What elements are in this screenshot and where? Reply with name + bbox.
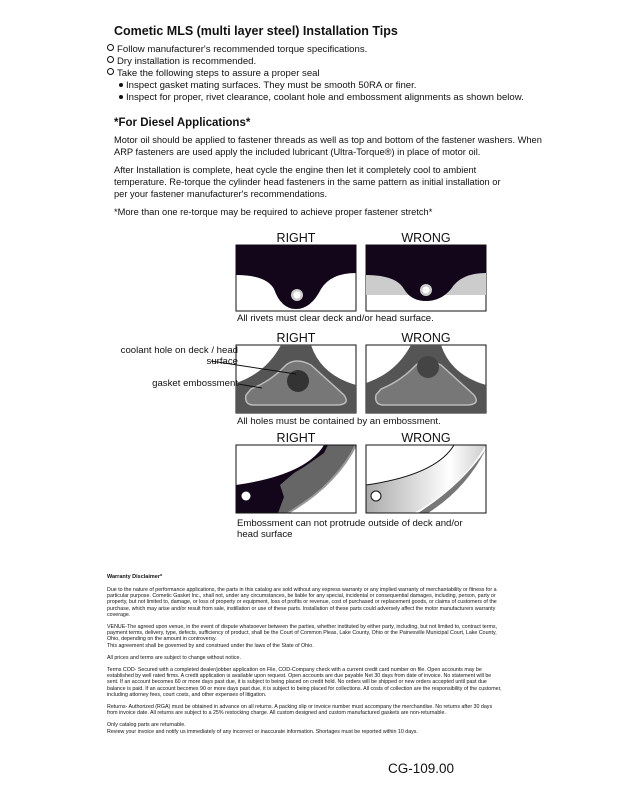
diesel-note: *More than one re-torque may be required to achieve proper fastener stretch* (114, 207, 433, 217)
coolant-wrong-diagram (366, 345, 486, 413)
dot-bullet-icon (119, 95, 123, 99)
wrong-label: WRONG (401, 231, 451, 245)
warranty-paragraph: Terms COD- Secured with a completed dealer/jobber application on File, COD-Company check with a current credit card number on file. Open accounts may be established by well rated firms. A credit application is available upon request. Open accounts are due payable Net 30 days from date of invoice. No statement will be sent. If an account becomes 60 or more days past due, it is subject to being placed on credit hold. No orders will be shipped or new orders accepted until past due balance is paid. If an account becomes 90 or more days past due, it is subject to being placed for collections. All costs of collection are the responsibility of the customer, including attorney fees, court costs, and other expenses of litigation. (107, 667, 502, 698)
warranty-paragraph: Only catalog parts are returnable. Review your invoice and notify us immediately of any incorrect or inaccurate information. Shortages must be reported within 10 days. (107, 722, 418, 735)
warranty-body (107, 587, 502, 741)
sub-bullet-item (119, 80, 416, 92)
callout-leader-lines (0, 0, 1, 1)
dot-bullet-icon (119, 83, 123, 87)
protrude-right-diagram (236, 445, 356, 513)
coolant-right-diagram (236, 345, 356, 413)
diesel-heading: *For Diesel Applications* (114, 117, 251, 129)
bullet-text: Dry installation is recommended. (117, 56, 257, 67)
warranty-heading: Warranty Disclaimer* (107, 574, 163, 580)
circle-bullet-icon (107, 56, 114, 63)
circle-bullet-icon (107, 68, 114, 75)
bullet-text: Inspect gasket mating surfaces. They must be smooth 50RA or finer. (126, 80, 417, 91)
right-label: RIGHT (276, 431, 316, 445)
warranty-paragraph: Due to the nature of performance applications, the parts in this catalog are sold without any express warranty or any implied warranty of merchantability or fitness for a particular purpose. Cometic Gasket Inc., shall not, under any circumstances, be liable for any special, incidental or consequential damages, including, person, party or property, but not limited to, damage, or loss of property or equipment, loss of profits or revenue, cost of purchased or replacement goods, or claims of customers of the purchase, which may arise and/or result from sale, instillation or use of these parts. Installation of these parts could adversely affect the motor manufacturers warranty coverage. (107, 587, 497, 618)
bullet-item (107, 68, 320, 80)
warranty-paragraph: Returns- Authorized (RGA) must be obtained in advance on all returns. A packing slip or invoice number must accompany the merchandise. No returns after 30 days from invoice date. All returns are subject to a 25% restocking charge. All custom designed and custom manufactured gaskets are non-returnable. (107, 704, 493, 717)
sub-bullet-item (119, 92, 524, 104)
coolant-hole-callout: coolant hole on deck / head surface (120, 345, 238, 367)
bullet-text: Inspect for proper, rivet clearance, coolant hole and embossment alignments as shown below. (126, 92, 524, 103)
bullet-text: Take the following steps to assure a proper seal (117, 68, 320, 79)
right-label: RIGHT (276, 231, 316, 245)
page-title: Cometic MLS (multi layer steel) Installation Tips (114, 24, 398, 38)
bullet-item (107, 44, 367, 56)
diesel-paragraph: After Installation is complete, heat cycle the engine then let it completely cool to ambient temperature. Re-torque the cylinder head fasteners in the same pattern as initial installation or per your fastener manufacturer's recommendations. (114, 165, 501, 199)
circle-bullet-icon (107, 44, 114, 51)
protrude-caption: Embossment can not protrude outside of deck and/or head surface (237, 518, 463, 540)
warranty-paragraph: VENUE-The agreed upon venue, in the event of dispute whatsoever between the parties, whether instituted by either party, including, but not limited to, contract terms, payment terms, delivery, type, defects, sufficiency of product, shall be the Court of Common Pleas, Lake County, Ohio or the Painesville Municipal Court, Lake County, Ohio, depending on the amount in controversy. This agreement shall be governed by and construed under the laws of the State of Ohio. (107, 624, 498, 649)
protrude-wrong-diagram (366, 445, 486, 513)
bullet-item (107, 56, 256, 68)
warranty-paragraph: All prices and terms are subject to change without notice. (107, 654, 241, 661)
embossment-caption: All holes must be contained by an embossment. (237, 416, 441, 427)
rivet-right-diagram (236, 245, 356, 311)
wrong-label: WRONG (401, 431, 451, 445)
right-label: RIGHT (276, 331, 316, 345)
rivet-wrong-diagram (366, 245, 486, 311)
wrong-label: WRONG (401, 331, 451, 345)
embossment-callout: gasket embossment (152, 378, 238, 389)
bullet-text: Follow manufacturer's recommended torque specifications. (117, 44, 368, 55)
page-code: CG-109.00 (388, 761, 455, 776)
diesel-paragraph: Motor oil should be applied to fastener threads as well as top and bottom of the fastener washers. When ARP fasteners are used apply the included lubricant (Ultra-Torque®) in place of motor oil. (114, 135, 542, 157)
rivet-caption: All rivets must clear deck and/or head surface. (237, 313, 434, 324)
